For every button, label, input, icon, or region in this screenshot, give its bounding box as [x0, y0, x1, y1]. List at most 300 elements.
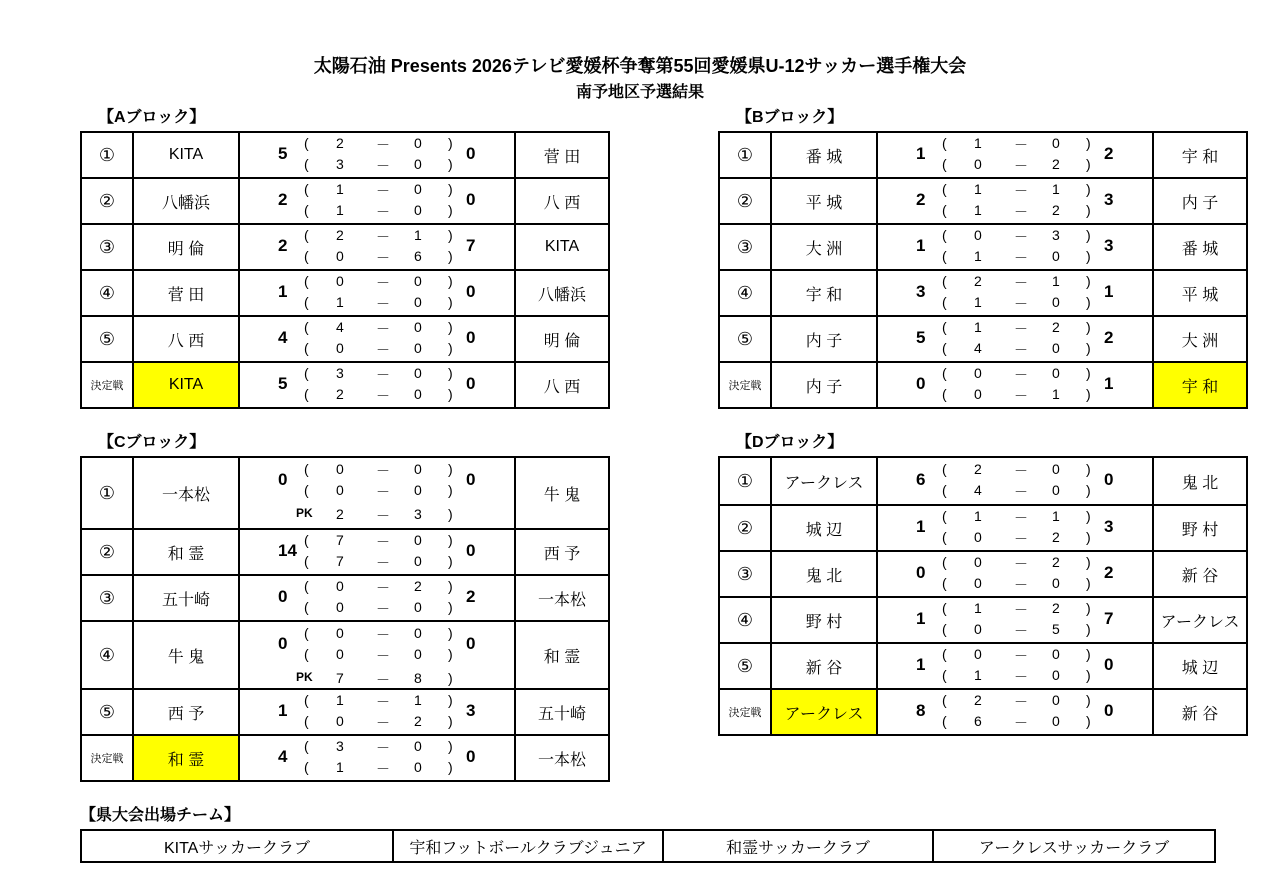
block-table	[80, 456, 610, 782]
dash: －	[1014, 137, 1028, 153]
dash: －	[1014, 648, 1028, 664]
dash: －	[376, 694, 390, 710]
dash: －	[1014, 556, 1028, 572]
dash: －	[1014, 602, 1028, 618]
home-score: 1	[916, 144, 926, 163]
half-home-goals: 0	[336, 625, 344, 641]
dash: －	[376, 388, 390, 404]
half-away-goals: 0	[414, 202, 422, 218]
home-score: 5	[278, 374, 288, 393]
score-box	[240, 271, 514, 315]
away-score: 2	[1104, 563, 1114, 582]
half-home-goals: 1	[974, 294, 982, 310]
dash: －	[376, 321, 390, 337]
score-box	[240, 363, 514, 407]
half-away-goals: 2	[414, 713, 422, 729]
away-team: 新 谷	[1153, 689, 1247, 735]
half-away-goals: 0	[414, 532, 422, 548]
half-home-goals: 4	[974, 340, 982, 356]
half-home-goals: 0	[336, 248, 344, 264]
close-paren: )	[1086, 482, 1091, 498]
half-home-goals: 0	[974, 554, 982, 570]
close-paren: )	[448, 506, 453, 522]
half-score-line	[878, 319, 1152, 340]
half-away-goals: 6	[414, 248, 422, 264]
away-team: KITA	[515, 224, 609, 270]
close-paren: )	[1086, 667, 1091, 683]
pk-line	[240, 506, 514, 527]
half-home-goals: 1	[336, 692, 344, 708]
score-box	[240, 133, 514, 177]
dash: －	[1014, 694, 1028, 710]
score-box	[878, 644, 1152, 688]
half-away-goals: 0	[1052, 248, 1060, 264]
match-number: 決定戦	[81, 362, 133, 408]
close-paren: )	[448, 670, 453, 686]
half-away-goals: 0	[414, 759, 422, 775]
home-team: 内 子	[771, 362, 877, 408]
half-away-goals: 0	[1052, 646, 1060, 662]
home-team: 菅 田	[133, 270, 239, 316]
score-box	[240, 179, 514, 223]
half-score-line	[878, 529, 1152, 550]
half-score-line	[878, 181, 1152, 202]
open-paren: (	[942, 713, 947, 729]
open-paren: (	[942, 365, 947, 381]
dash: －	[376, 137, 390, 153]
half-away-goals: 0	[1052, 365, 1060, 381]
match-number: ③	[81, 224, 133, 270]
score-box	[240, 458, 514, 528]
half-away-goals: 1	[1052, 181, 1060, 197]
close-paren: )	[448, 227, 453, 243]
dash: －	[376, 250, 390, 266]
close-paren: )	[448, 599, 453, 615]
half-home-goals: 4	[974, 482, 982, 498]
half-score-line	[240, 646, 514, 667]
open-paren: (	[304, 759, 309, 775]
block-label: 【Aブロック】	[98, 109, 206, 126]
away-score: 0	[466, 282, 476, 301]
half-away-goals: 2	[1052, 156, 1060, 172]
dash: －	[376, 296, 390, 312]
half-home-goals: 1	[974, 319, 982, 335]
half-away-goals: 0	[1052, 135, 1060, 151]
away-score: 3	[1104, 236, 1114, 255]
match-row	[81, 735, 609, 781]
away-team: 八 西	[515, 178, 609, 224]
home-score: 6	[916, 470, 926, 489]
qualified-team: 宇和フットボールクラブジュニア	[393, 830, 663, 862]
half-home-goals: 0	[336, 599, 344, 615]
match-number: ④	[719, 597, 771, 643]
close-paren: )	[1086, 529, 1091, 545]
half-home-goals: 0	[336, 646, 344, 662]
half-home-goals: 7	[336, 553, 344, 569]
dash: －	[376, 342, 390, 358]
half-score-line	[240, 156, 514, 177]
open-paren: (	[942, 621, 947, 637]
open-paren: (	[942, 294, 947, 310]
home-team: 牛 鬼	[133, 621, 239, 689]
dash: －	[1014, 463, 1028, 479]
match-number: ①	[81, 132, 133, 178]
dash: －	[376, 463, 390, 479]
away-score: 0	[1104, 701, 1114, 720]
dash: －	[1014, 204, 1028, 220]
half-home-goals: 1	[336, 294, 344, 310]
home-team: KITA	[133, 132, 239, 178]
close-paren: )	[448, 156, 453, 172]
close-paren: )	[1086, 202, 1091, 218]
dash: －	[1014, 577, 1028, 593]
away-team: 新 谷	[1153, 551, 1247, 597]
half-home-goals: 1	[974, 248, 982, 264]
close-paren: )	[448, 181, 453, 197]
match-row	[719, 689, 1247, 735]
score-box	[878, 690, 1152, 734]
home-team: 新 谷	[771, 643, 877, 689]
dash: －	[376, 648, 390, 664]
score-box	[878, 458, 1152, 504]
away-score: 0	[1104, 655, 1114, 674]
open-paren: (	[304, 646, 309, 662]
home-team: 番 城	[771, 132, 877, 178]
match-number: ④	[719, 270, 771, 316]
close-paren: )	[448, 482, 453, 498]
close-paren: )	[1086, 340, 1091, 356]
half-home-goals: 0	[336, 461, 344, 477]
dash: －	[1014, 531, 1028, 547]
half-away-goals: 2	[1052, 529, 1060, 545]
close-paren: )	[448, 248, 453, 264]
open-paren: (	[304, 248, 309, 264]
half-away-goals: 0	[414, 625, 422, 641]
dash: －	[1014, 510, 1028, 526]
close-paren: )	[1086, 508, 1091, 524]
home-team: 和 霊	[133, 735, 239, 781]
home-score: 4	[278, 747, 288, 766]
match-row	[719, 224, 1247, 270]
dash: －	[1014, 669, 1028, 685]
dash: －	[1014, 250, 1028, 266]
close-paren: )	[448, 713, 453, 729]
close-paren: )	[1086, 181, 1091, 197]
half-away-goals: 2	[1052, 319, 1060, 335]
home-score: 0	[278, 634, 288, 653]
away-team: 番 城	[1153, 224, 1247, 270]
half-score-line	[878, 692, 1152, 713]
half-away-goals: 0	[414, 646, 422, 662]
open-paren: (	[942, 135, 947, 151]
half-home-goals: 0	[336, 578, 344, 594]
open-paren: (	[304, 738, 309, 754]
close-paren: )	[1086, 135, 1091, 151]
score-box	[878, 506, 1152, 550]
block-label: 【Bブロック】	[736, 109, 844, 126]
away-team: 菅 田	[515, 132, 609, 178]
home-score: 2	[916, 190, 926, 209]
open-paren: (	[304, 461, 309, 477]
score-box	[240, 530, 514, 574]
open-paren: (	[304, 713, 309, 729]
home-team: 和 霊	[133, 529, 239, 575]
open-paren: (	[942, 461, 947, 477]
match-number: ③	[719, 551, 771, 597]
close-paren: )	[1086, 156, 1091, 172]
half-away-goals: 0	[1052, 667, 1060, 683]
half-away-goals: 2	[1052, 600, 1060, 616]
score-box	[240, 622, 514, 688]
half-score-line	[878, 713, 1152, 734]
half-home-goals: 0	[974, 227, 982, 243]
close-paren: )	[448, 692, 453, 708]
score-box	[878, 552, 1152, 596]
match-number: ⑤	[719, 316, 771, 362]
home-team: 宇 和	[771, 270, 877, 316]
away-team: 牛 鬼	[515, 457, 609, 529]
match-number: ①	[719, 457, 771, 505]
match-number: ③	[719, 224, 771, 270]
match-number: ②	[719, 505, 771, 551]
away-team: 野 村	[1153, 505, 1247, 551]
qualified-team: 和霊サッカークラブ	[663, 830, 933, 862]
match-row	[719, 643, 1247, 689]
score-box	[878, 225, 1152, 269]
open-paren: (	[942, 340, 947, 356]
match-number: ①	[81, 457, 133, 529]
home-score: 2	[278, 236, 288, 255]
half-home-goals: 2	[336, 135, 344, 151]
dash: －	[1014, 275, 1028, 291]
half-score-line	[878, 227, 1152, 248]
half-score-line	[240, 227, 514, 248]
open-paren: (	[942, 600, 947, 616]
half-score-line	[878, 202, 1152, 223]
home-team: 明 倫	[133, 224, 239, 270]
half-score-line	[878, 340, 1152, 361]
half-home-goals: 7	[336, 532, 344, 548]
page-title: 太陽石油 Presents 2026テレビ愛媛杯争奪第55回愛媛県U-12サッカー選手権大会	[313, 56, 967, 76]
home-team: 大 洲	[771, 224, 877, 270]
open-paren: (	[942, 482, 947, 498]
pk-label: PK	[296, 670, 313, 684]
half-score-line	[240, 135, 514, 156]
away-team: 和 霊	[515, 621, 609, 689]
score-box	[240, 736, 514, 780]
half-home-goals: 2	[336, 506, 344, 522]
half-away-goals: 1	[1052, 386, 1060, 402]
half-score-line	[240, 202, 514, 223]
dash: －	[1014, 484, 1028, 500]
home-score: 5	[916, 328, 926, 347]
home-score: 0	[916, 563, 926, 582]
open-paren: (	[304, 365, 309, 381]
half-score-line	[240, 532, 514, 553]
home-score: 8	[916, 701, 926, 720]
score-box	[878, 133, 1152, 177]
away-team: 八幡浜	[515, 270, 609, 316]
half-score-line	[240, 482, 514, 503]
away-score: 3	[466, 701, 476, 720]
half-score-line	[240, 273, 514, 294]
away-team: 鬼 北	[1153, 457, 1247, 505]
half-away-goals: 0	[1052, 461, 1060, 477]
score-box	[240, 317, 514, 361]
half-score-line	[240, 386, 514, 407]
away-score: 7	[466, 236, 476, 255]
half-score-line	[878, 575, 1152, 596]
half-away-goals: 5	[1052, 621, 1060, 637]
dash: －	[376, 508, 390, 524]
page-subtitle: 南予地区予選結果	[575, 84, 704, 101]
match-row	[81, 457, 609, 529]
half-away-goals: 0	[1052, 575, 1060, 591]
match-number: ⑤	[81, 689, 133, 735]
match-row	[719, 132, 1247, 178]
open-paren: (	[304, 273, 309, 289]
half-score-line	[878, 248, 1152, 269]
match-number: ③	[81, 575, 133, 621]
half-home-goals: 3	[336, 365, 344, 381]
home-score: 1	[916, 609, 926, 628]
away-team: 一本松	[515, 575, 609, 621]
open-paren: (	[942, 692, 947, 708]
half-home-goals: 1	[974, 135, 982, 151]
open-paren: (	[942, 202, 947, 218]
half-score-line	[240, 599, 514, 620]
home-score: 0	[278, 587, 288, 606]
dash: －	[1014, 158, 1028, 174]
away-team: アークレス	[1153, 597, 1247, 643]
dash: －	[376, 555, 390, 571]
dash: －	[1014, 342, 1028, 358]
open-paren: (	[304, 319, 309, 335]
half-away-goals: 1	[414, 227, 422, 243]
away-score: 7	[1104, 609, 1114, 628]
half-home-goals: 2	[974, 692, 982, 708]
half-away-goals: 3	[1052, 227, 1060, 243]
away-score: 0	[466, 634, 476, 653]
half-away-goals: 0	[1052, 713, 1060, 729]
half-away-goals: 1	[1052, 273, 1060, 289]
match-row	[719, 178, 1247, 224]
half-away-goals: 0	[414, 738, 422, 754]
half-score-line	[240, 181, 514, 202]
half-away-goals: 0	[414, 294, 422, 310]
open-paren: (	[304, 181, 309, 197]
score-box	[878, 317, 1152, 361]
half-score-line	[240, 759, 514, 780]
dash: －	[376, 367, 390, 383]
open-paren: (	[942, 181, 947, 197]
home-score: 4	[278, 328, 288, 347]
open-paren: (	[942, 529, 947, 545]
half-score-line	[878, 461, 1152, 482]
half-home-goals: 1	[336, 202, 344, 218]
close-paren: )	[448, 386, 453, 402]
home-score: 1	[278, 282, 288, 301]
half-home-goals: 2	[974, 461, 982, 477]
home-team: 西 予	[133, 689, 239, 735]
half-score-line	[240, 553, 514, 574]
half-score-line	[240, 692, 514, 713]
home-team: 城 辺	[771, 505, 877, 551]
away-team: 八 西	[515, 362, 609, 408]
close-paren: )	[448, 135, 453, 151]
close-paren: )	[1086, 621, 1091, 637]
half-away-goals: 0	[1052, 692, 1060, 708]
score-box	[878, 363, 1152, 407]
half-home-goals: 0	[974, 386, 982, 402]
pk-line	[240, 670, 514, 691]
half-home-goals: 4	[336, 319, 344, 335]
dash: －	[376, 601, 390, 617]
open-paren: (	[942, 273, 947, 289]
close-paren: )	[1086, 386, 1091, 402]
dash: －	[376, 158, 390, 174]
away-score: 0	[466, 470, 476, 489]
half-home-goals: 1	[974, 181, 982, 197]
open-paren: (	[942, 508, 947, 524]
open-paren: (	[304, 599, 309, 615]
block-label: 【Cブロック】	[98, 434, 206, 451]
away-score: 3	[1104, 517, 1114, 536]
half-score-line	[878, 482, 1152, 503]
half-away-goals: 1	[414, 692, 422, 708]
dash: －	[1014, 388, 1028, 404]
half-home-goals: 0	[974, 575, 982, 591]
home-team: 八幡浜	[133, 178, 239, 224]
half-away-goals: 0	[414, 340, 422, 356]
match-number: ⑤	[81, 316, 133, 362]
away-score: 2	[466, 587, 476, 606]
match-number: 決定戦	[81, 735, 133, 781]
pk-label: PK	[296, 506, 313, 520]
half-away-goals: 0	[414, 461, 422, 477]
away-score: 0	[1104, 470, 1114, 489]
close-paren: )	[448, 365, 453, 381]
away-score: 3	[1104, 190, 1114, 209]
home-score: 5	[278, 144, 288, 163]
match-number: ②	[81, 178, 133, 224]
half-home-goals: 7	[336, 670, 344, 686]
dash: －	[376, 627, 390, 643]
away-team: 五十崎	[515, 689, 609, 735]
half-home-goals: 6	[974, 713, 982, 729]
half-home-goals: 2	[974, 273, 982, 289]
away-team: 明 倫	[515, 316, 609, 362]
half-away-goals: 0	[1052, 482, 1060, 498]
away-score: 0	[466, 541, 476, 560]
close-paren: )	[448, 273, 453, 289]
away-team: 宇 和	[1153, 132, 1247, 178]
away-score: 2	[1104, 328, 1114, 347]
half-home-goals: 0	[974, 621, 982, 637]
match-row	[81, 224, 609, 270]
qualified-team: アークレスサッカークラブ	[933, 830, 1215, 862]
half-score-line	[878, 600, 1152, 621]
half-score-line	[240, 248, 514, 269]
dash: －	[376, 580, 390, 596]
close-paren: )	[448, 738, 453, 754]
away-team: 西 予	[515, 529, 609, 575]
half-home-goals: 0	[974, 365, 982, 381]
open-paren: (	[942, 248, 947, 264]
close-paren: )	[1086, 294, 1091, 310]
close-paren: )	[1086, 227, 1091, 243]
score-box	[878, 179, 1152, 223]
